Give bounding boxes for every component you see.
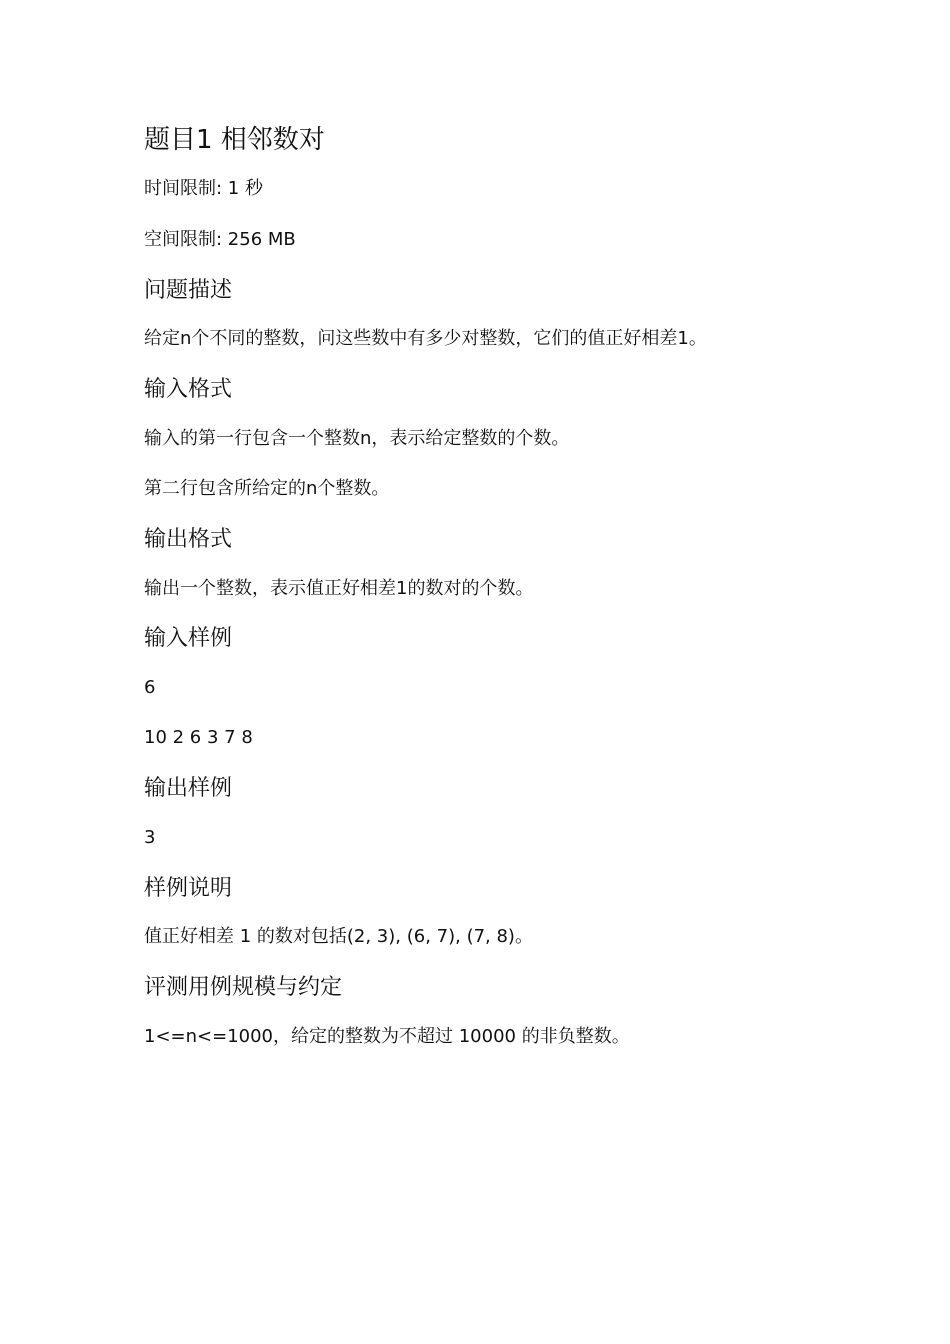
input-format-line-1: 输入的第一行包含一个整数n，表示给定整数的个数。 [144, 428, 570, 449]
sample-input-line-1: 6 [144, 677, 156, 698]
memory-limit: 空间限制: 256 MB [144, 229, 296, 250]
input-format-heading: 输入格式 [144, 377, 233, 402]
sample-input-heading: 输入样例 [144, 626, 233, 651]
sample-input-line-2: 10 2 6 3 7 8 [144, 727, 253, 748]
output-format-text: 输出一个整数，表示值正好相差1的数对的个数。 [144, 578, 534, 599]
input-format-line-2: 第二行包含所给定的n个整数。 [144, 478, 390, 499]
output-format-heading: 输出格式 [144, 527, 233, 552]
sample-explanation-heading: 样例说明 [144, 876, 233, 901]
sample-output-heading: 输出样例 [144, 776, 233, 801]
sample-explanation-text: 值正好相差 1 的数对包括(2, 3), (6, 7), (7, 8)。 [144, 926, 533, 947]
description-heading: 问题描述 [144, 278, 233, 303]
description-text: 给定n个不同的整数，问这些数中有多少对整数，它们的值正好相差1。 [144, 328, 707, 349]
time-limit: 时间限制: 1 秒 [144, 178, 263, 199]
problem-title: 题目1 相邻数对 [144, 125, 325, 155]
constraints-heading: 评测用例规模与约定 [144, 975, 343, 1000]
sample-output-value: 3 [144, 827, 156, 848]
constraints-text: 1<=n<=1000，给定的整数为不超过 10000 的非负整数。 [144, 1026, 630, 1047]
